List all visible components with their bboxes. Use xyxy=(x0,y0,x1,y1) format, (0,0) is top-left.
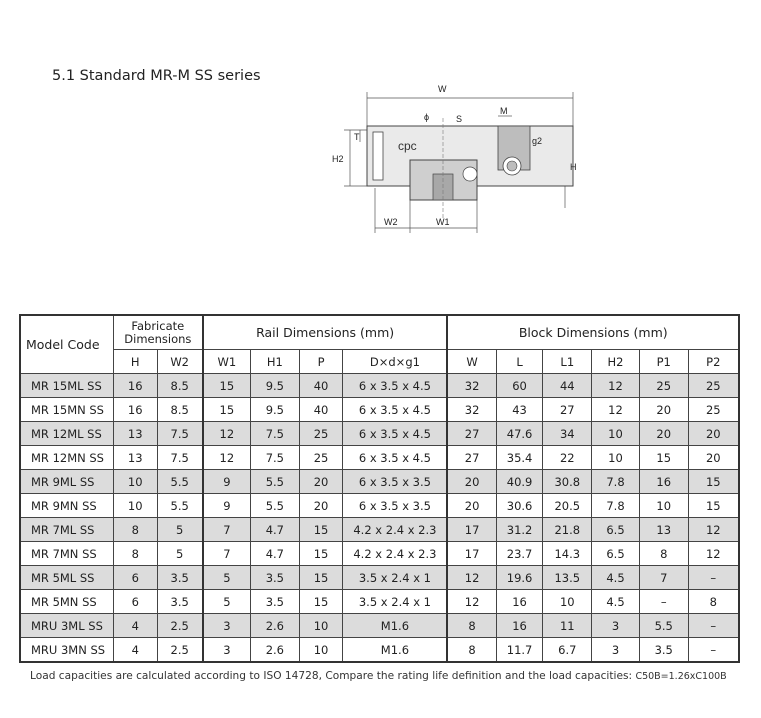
table-cell: 16 xyxy=(113,374,157,398)
table-cell: 20 xyxy=(447,470,496,494)
table-cell: 4.2 x 2.4 x 2.3 xyxy=(343,542,448,566)
table-cell: 4 xyxy=(113,614,157,638)
table-cell: 10 xyxy=(592,422,640,446)
table-row xyxy=(20,470,739,494)
table-cell: 20 xyxy=(299,494,343,518)
table-cell: 5 xyxy=(157,542,203,566)
table-cell: M1.6 xyxy=(343,638,448,663)
label-w: W xyxy=(438,84,447,94)
col-w2: W2 xyxy=(157,350,203,374)
model-code-cell: MR 7ML SS xyxy=(20,518,113,542)
table-row xyxy=(20,494,739,518)
table-cell: 40.9 xyxy=(496,470,543,494)
model-code-cell: MR 5ML SS xyxy=(20,566,113,590)
table-cell: 6.5 xyxy=(592,542,640,566)
table-cell: 22 xyxy=(543,446,592,470)
table-cell: 11.7 xyxy=(496,638,543,663)
table-cell: 5 xyxy=(157,518,203,542)
table-cell: 17 xyxy=(447,518,496,542)
table-cell: 10 xyxy=(113,470,157,494)
model-code-cell: MR 5MN SS xyxy=(20,590,113,614)
table-cell: 25 xyxy=(688,374,739,398)
model-code-cell: MR 9MN SS xyxy=(20,494,113,518)
table-cell: 25 xyxy=(639,374,688,398)
footnote-text: Load capacities are calculated according to ISO 14728, Compare the rating life definition and the load capacities: xyxy=(30,670,636,682)
table-cell: 10 xyxy=(299,614,343,638)
table-cell: 20 xyxy=(639,398,688,422)
table-cell: 11 xyxy=(543,614,592,638)
table-cell: 34 xyxy=(543,422,592,446)
table-cell: 13 xyxy=(639,518,688,542)
table-cell: 20 xyxy=(688,422,739,446)
table-cell: 7.5 xyxy=(157,422,203,446)
table-cell: 20.5 xyxy=(543,494,592,518)
table-cell: 9.5 xyxy=(250,374,299,398)
col-h: H xyxy=(113,350,157,374)
table-cell: 15 xyxy=(299,566,343,590)
table-cell: 20 xyxy=(639,422,688,446)
table-cell: 5 xyxy=(203,590,251,614)
table-cell: 10 xyxy=(592,446,640,470)
table-cell: 12 xyxy=(203,446,251,470)
table-cell: 15 xyxy=(688,494,739,518)
table-cell: 8.5 xyxy=(157,398,203,422)
table-cell: 3.5 xyxy=(157,566,203,590)
table-cell: 6 x 3.5 x 4.5 xyxy=(343,398,448,422)
table-cell: 3.5 xyxy=(250,590,299,614)
col-p2: P2 xyxy=(688,350,739,374)
table-cell: 10 xyxy=(299,638,343,663)
table-cell: 9.5 xyxy=(250,398,299,422)
table-cell: 9 xyxy=(203,494,251,518)
table-cell: 16 xyxy=(639,470,688,494)
table-cell: 8 xyxy=(447,638,496,663)
table-cell: 6 x 3.5 x 3.5 xyxy=(343,470,448,494)
table-cell: 12 xyxy=(203,422,251,446)
table-cell: 25 xyxy=(299,422,343,446)
table-cell: 5.5 xyxy=(250,494,299,518)
table-cell: 7.5 xyxy=(157,446,203,470)
table-cell: 3.5 x 2.4 x 1 xyxy=(343,590,448,614)
table-row xyxy=(20,422,739,446)
table-cell: 6 x 3.5 x 4.5 xyxy=(343,374,448,398)
table-cell: 10 xyxy=(113,494,157,518)
table-cell: 13 xyxy=(113,446,157,470)
spec-table-body xyxy=(20,374,739,663)
table-cell: 20 xyxy=(447,494,496,518)
table-cell: 4.7 xyxy=(250,542,299,566)
table-cell: 15 xyxy=(639,446,688,470)
table-cell: 31.2 xyxy=(496,518,543,542)
footnote-formula: C50B=1.26xC100B xyxy=(635,671,727,682)
model-code-cell: MRU 3MN SS xyxy=(20,638,113,663)
table-cell: 4.7 xyxy=(250,518,299,542)
label-phi: ϕ xyxy=(424,112,430,122)
col-l: L xyxy=(496,350,543,374)
table-row xyxy=(20,446,739,470)
table-cell: 30.6 xyxy=(496,494,543,518)
table-cell: 2.5 xyxy=(157,638,203,663)
table-cell: M1.6 xyxy=(343,614,448,638)
table-cell: 12 xyxy=(688,542,739,566)
table-cell: 7 xyxy=(203,542,251,566)
table-cell: 8 xyxy=(688,590,739,614)
table-row xyxy=(20,542,739,566)
label-t: T xyxy=(354,132,360,142)
table-cell: 2.6 xyxy=(250,638,299,663)
table-cell: 15 xyxy=(203,398,251,422)
table-cell: 25 xyxy=(688,398,739,422)
table-cell: 30.8 xyxy=(543,470,592,494)
table-cell: 32 xyxy=(447,398,496,422)
footnote xyxy=(30,670,727,682)
table-cell: 13 xyxy=(113,422,157,446)
table-cell: 6 xyxy=(113,566,157,590)
table-cell: 13.5 xyxy=(543,566,592,590)
table-cell: 16 xyxy=(113,398,157,422)
table-header-row-1 xyxy=(20,315,739,350)
table-cell: 15 xyxy=(688,470,739,494)
label-w1: W1 xyxy=(436,217,450,227)
table-header-row-2 xyxy=(20,350,739,374)
table-cell: 5.5 xyxy=(250,470,299,494)
table-cell: – xyxy=(688,566,739,590)
model-code-cell: MR 12MN SS xyxy=(20,446,113,470)
model-code-cell: MR 15ML SS xyxy=(20,374,113,398)
model-code-cell: MR 9ML SS xyxy=(20,470,113,494)
header-model-code: Model Code xyxy=(20,315,113,374)
table-cell: 2.6 xyxy=(250,614,299,638)
table-cell: 8 xyxy=(113,542,157,566)
table-cell: 3 xyxy=(592,614,640,638)
col-w1: W1 xyxy=(203,350,251,374)
table-cell: 3 xyxy=(592,638,640,663)
col-l1: L1 xyxy=(543,350,592,374)
col-dxdxg1: D×d×g1 xyxy=(343,350,448,374)
table-cell: 40 xyxy=(299,374,343,398)
table-cell: 10 xyxy=(639,494,688,518)
label-m: M xyxy=(500,106,508,116)
table-cell: 3 xyxy=(203,638,251,663)
header-block-dimensions: Block Dimensions (mm) xyxy=(447,315,739,350)
table-row xyxy=(20,590,739,614)
table-cell: 14.3 xyxy=(543,542,592,566)
table-cell: 16 xyxy=(496,590,543,614)
table-cell: 8.5 xyxy=(157,374,203,398)
table-cell: 5 xyxy=(203,566,251,590)
table-cell: – xyxy=(639,590,688,614)
table-cell: 6.7 xyxy=(543,638,592,663)
table-cell: 27 xyxy=(543,398,592,422)
table-cell: 4.5 xyxy=(592,590,640,614)
table-cell: 6 x 3.5 x 3.5 xyxy=(343,494,448,518)
model-code-cell: MR 15MN SS xyxy=(20,398,113,422)
col-p: P xyxy=(299,350,343,374)
table-cell: 6 x 3.5 x 4.5 xyxy=(343,446,448,470)
table-row xyxy=(20,518,739,542)
table-cell: 8 xyxy=(447,614,496,638)
table-cell: 35.4 xyxy=(496,446,543,470)
table-cell: 27 xyxy=(447,446,496,470)
table-cell: 15 xyxy=(299,542,343,566)
table-cell: 3.5 xyxy=(639,638,688,663)
table-row xyxy=(20,374,739,398)
table-cell: 3.5 xyxy=(157,590,203,614)
header-fabricate-dimensions: Fabricate Dimensions xyxy=(113,315,202,350)
table-cell: 2.5 xyxy=(157,614,203,638)
table-row xyxy=(20,566,739,590)
table-cell: 7.5 xyxy=(250,446,299,470)
table-cell: 12 xyxy=(447,566,496,590)
table-cell: 47.6 xyxy=(496,422,543,446)
table-cell: 5.5 xyxy=(639,614,688,638)
model-code-cell: MRU 3ML SS xyxy=(20,614,113,638)
table-cell: 19.6 xyxy=(496,566,543,590)
table-cell: 15 xyxy=(203,374,251,398)
table-cell: 3.5 xyxy=(250,566,299,590)
table-cell: 3 xyxy=(203,614,251,638)
label-h: H xyxy=(570,162,577,172)
section-title: 5.1 Standard MR-M SS series xyxy=(52,68,261,84)
table-cell: 12 xyxy=(592,398,640,422)
table-cell: 7.8 xyxy=(592,494,640,518)
table-cell: 15 xyxy=(299,518,343,542)
table-cell: 4 xyxy=(113,638,157,663)
label-s: S xyxy=(456,114,463,124)
table-cell: 7.5 xyxy=(250,422,299,446)
col-p1: P1 xyxy=(639,350,688,374)
cross-section-diagram xyxy=(320,78,590,238)
table-cell: 44 xyxy=(543,374,592,398)
table-cell: – xyxy=(688,638,739,663)
table-cell: 15 xyxy=(299,590,343,614)
table-cell: 8 xyxy=(113,518,157,542)
table-cell: 10 xyxy=(543,590,592,614)
table-cell: 8 xyxy=(639,542,688,566)
table-cell: 12 xyxy=(447,590,496,614)
table-cell: 20 xyxy=(299,470,343,494)
table-cell: 5.5 xyxy=(157,470,203,494)
rail-body xyxy=(410,160,477,200)
header-rail-dimensions: Rail Dimensions (mm) xyxy=(203,315,448,350)
table-cell: 32 xyxy=(447,374,496,398)
table-cell: 7 xyxy=(203,518,251,542)
table-cell: 25 xyxy=(299,446,343,470)
label-w2: W2 xyxy=(384,217,398,227)
table-cell: 6 x 3.5 x 4.5 xyxy=(343,422,448,446)
table-cell: 21.8 xyxy=(543,518,592,542)
table-row xyxy=(20,614,739,638)
col-h1: H1 xyxy=(250,350,299,374)
table-cell: 16 xyxy=(496,614,543,638)
table-cell: 7.8 xyxy=(592,470,640,494)
table-cell: 40 xyxy=(299,398,343,422)
table-cell: 4.2 x 2.4 x 2.3 xyxy=(343,518,448,542)
table-cell: 12 xyxy=(592,374,640,398)
table-row xyxy=(20,398,739,422)
model-code-cell: MR 12ML SS xyxy=(20,422,113,446)
table-cell: 6.5 xyxy=(592,518,640,542)
brand-label: cpc xyxy=(398,139,417,153)
table-cell: 3.5 x 2.4 x 1 xyxy=(343,566,448,590)
table-cell: 4.5 xyxy=(592,566,640,590)
table-cell: 5.5 xyxy=(157,494,203,518)
table-cell: 12 xyxy=(688,518,739,542)
table-cell: 17 xyxy=(447,542,496,566)
col-h2: H2 xyxy=(592,350,640,374)
table-cell: 7 xyxy=(639,566,688,590)
label-h2: H2 xyxy=(332,154,344,164)
model-code-cell: MR 7MN SS xyxy=(20,542,113,566)
table-row xyxy=(20,638,739,663)
col-w: W xyxy=(447,350,496,374)
spec-table xyxy=(19,314,740,663)
table-cell: 23.7 xyxy=(496,542,543,566)
table-cell: 27 xyxy=(447,422,496,446)
table-cell: – xyxy=(688,614,739,638)
table-cell: 9 xyxy=(203,470,251,494)
table-cell: 43 xyxy=(496,398,543,422)
label-g2: g2 xyxy=(532,136,543,146)
table-cell: 20 xyxy=(688,446,739,470)
table-cell: 6 xyxy=(113,590,157,614)
table-cell: 60 xyxy=(496,374,543,398)
